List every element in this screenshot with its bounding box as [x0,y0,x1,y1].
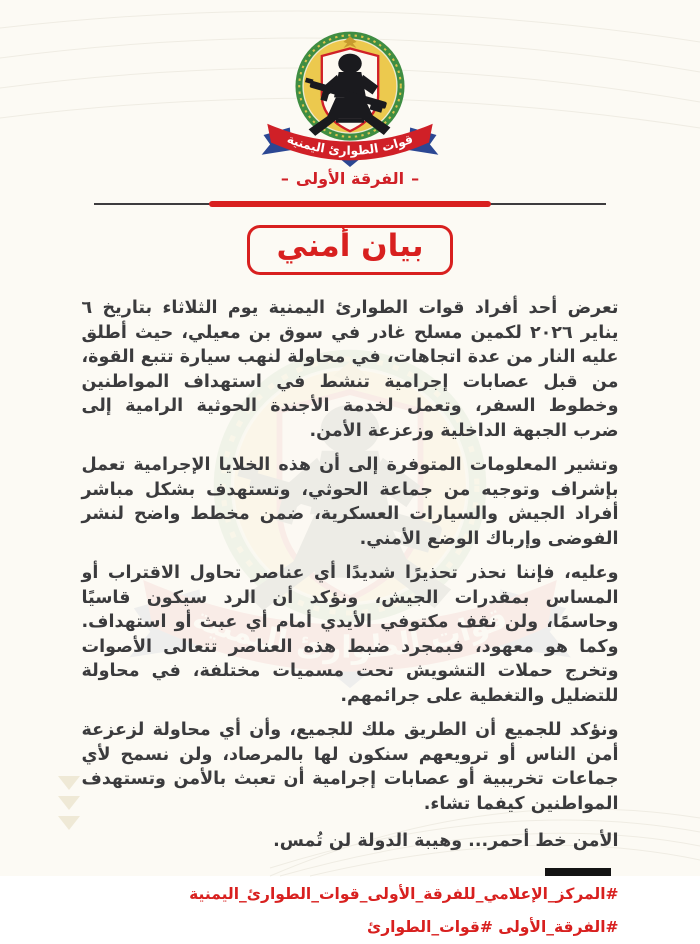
division-label-row [0,169,700,188]
statement-title: بيان أمني [247,225,452,275]
bottom-edge-bar [545,868,611,876]
statement-paragraph: وعليه، فإننا نحذر تحذيرًا شديدًا أي عناصر تحاول الاقتراب أو المساس بمقدرات الجيش، ونؤكد أن الرد سيكون قاسيًا وحاسمًا، ولن نقف مكتوفي الأيدي أمام أي عبث أو استهداف. وكما هو معهود، فبمجرد ضبط هذه العناصر تتعالى الأصوات وتخرج حملات التشويش تحت مسميات مختلفة، في محاولة للتضليل والتغطية على جرائمهم. [82,561,619,708]
divider-red-bar [209,201,491,207]
header-divider [94,200,606,208]
logo [0,0,700,169]
division-dash-right: – [404,169,426,188]
triangle-icon [58,776,80,790]
deco-triangles [58,776,80,836]
statement-paragraph: تعرض أحد أفراد قوات الطوارئ اليمنية يوم الثلاثاء بتاريخ ٦ يناير ٢٠٢٦ لكمين مسلح غادر في سوق بن معيلي، حيث أطلق عليه النار من عدة اتجاهات، في محاولة لنهب سيارة تتبع القوة، من قبل عصابات إجرامية تنشط في استهداف المواطنين وخطوط السفر، وتعمل لخدمة الأجندة الحوثية الرامية إلى ضرب الجبهة الداخلية وزعزعة الأمن. [82,296,619,443]
hashtag-line-2: #الفرقة_الأولى #قوات_الطوارئ [82,911,619,944]
division-dash-left: – [274,169,296,188]
emergency-forces-emblem-icon [256,22,444,169]
triangle-icon [58,816,80,830]
closing-line: الأمن خط أحمر... وهيبة الدولة لن تُمس. [82,829,619,854]
statement-paragraph: وتشير المعلومات المتوفرة إلى أن هذه الخلايا الإجرامية تعمل بإشراف وتوجيه من جماعة الحوثي، وتستهدف بشكل مباشر أفراد الجيش والسيارات العسكرية، ضمن مخطط واضح لنشر الفوضى وإرباك الوضع الأمني. [82,453,619,551]
hashtag-block [82,878,619,944]
statement-body [82,296,619,854]
statement-paragraph: ونؤكد للجميع أن الطريق ملك للجميع، وأن أي محاولة لزعزعة أمن الناس أو ترويعهم سنكون لها بالمرصاد، ولن نسمح لأي جماعات تخريبية أو عصابات إجرامية أن تعبث بالأمن وتستهدف المواطنين كيفما تشاء. [82,718,619,816]
logo-banner-text: قوات الطوارئ اليمنية [285,132,415,158]
triangle-icon [58,796,80,810]
hashtag-line-1: #المركز_الإعلامي_للفرقة_الأولى_قوات_الطوارئ_اليمنية [82,878,619,911]
division-label: الفرقة الأولى [296,169,404,188]
